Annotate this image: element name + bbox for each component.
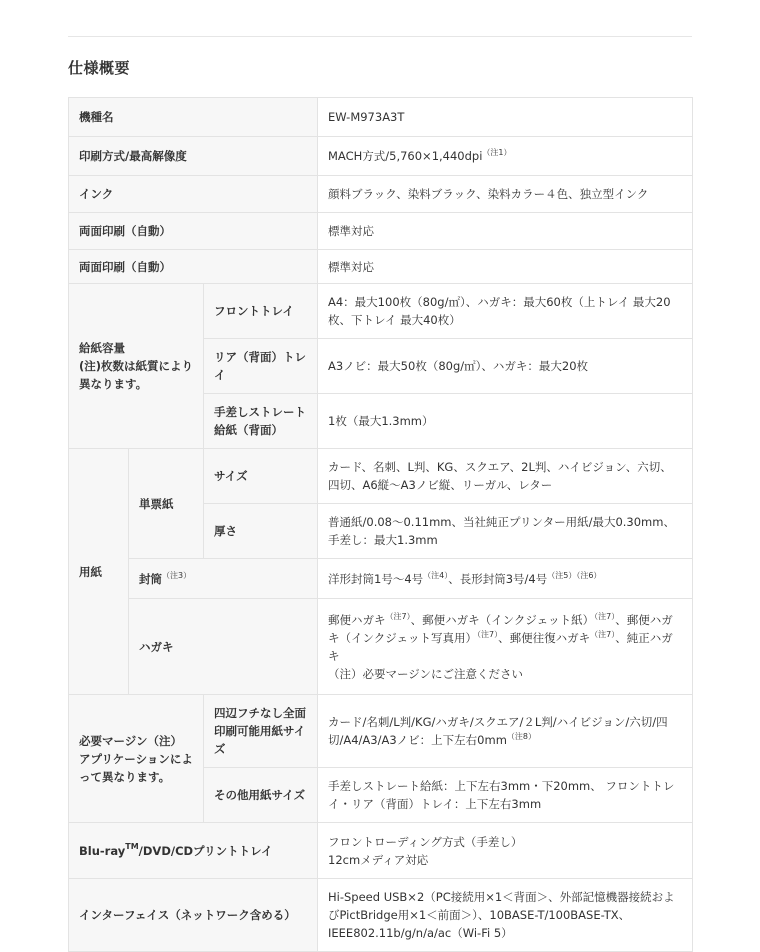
duplex-value-2: 標準対応 (318, 250, 693, 284)
postcard-p3: 、郵便ハガキ（インクジェット写真用） (328, 612, 673, 645)
interface-label: インターフェイス（ネットワーク含める） (69, 879, 318, 952)
spec-table (68, 97, 693, 952)
margin-label: 必要マージン（注）アプリケーションによって異なります。 (69, 695, 204, 823)
feed-manual-value: 1枚（最大1.3mm） (318, 394, 693, 449)
row-ink (69, 176, 693, 213)
row-margin-borderless (69, 695, 693, 768)
row-feed-front (69, 284, 693, 339)
envelope-v1: 洋形封筒1号～4号 (328, 571, 424, 586)
feed-manual-label: 手差しストレート給紙（背面） (204, 394, 318, 449)
print-note: （注1） (482, 148, 512, 157)
postcard-n1: （注7） (385, 611, 411, 621)
row-paper-size (69, 449, 693, 504)
borderless-label: 四辺フチなし全面印刷可能用紙サイズ (204, 695, 318, 768)
envelope-v2: 、長形封筒3号/4号 (448, 571, 548, 586)
interface-value: Hi-Speed USB×2（PC接続用×1＜背面＞、外部記憶機器接続およびPictBridge用×1＜前面＞）、10BASE-T/100BASE-TX、IEEE802.11b/g/n/a/ac（Wi-Fi 5） (318, 879, 693, 952)
print-value (318, 137, 693, 176)
paper-label: 用紙 (69, 449, 129, 695)
row-duplex-2 (69, 250, 693, 284)
duplex-value: 標準対応 (318, 213, 693, 250)
postcard-n2: （注7） (594, 611, 616, 621)
postcard-p2: 、郵便ハガキ（インクジェット紙） (410, 612, 595, 627)
paper-size-value: カード、名刺、L判、KG、スクエア、2L判、ハイビジョン、六切、四切、A6縦～A3ノビ縦、リーガル、レター (318, 449, 693, 504)
envelope-label-text: 封筒 (139, 571, 162, 586)
row-envelope (69, 559, 693, 599)
print-label: 印刷方式/最高解像度 (69, 137, 318, 176)
feed-front-value: A4：最大100枚（80g/㎡）、ハガキ：最大60枚（上トレイ 最大20枚、下トレイ 最大40枚） (318, 284, 693, 339)
disc-value (318, 823, 693, 879)
row-duplex (69, 213, 693, 250)
envelope-label (129, 559, 318, 599)
other-size-value: 手差しストレート給紙：上下左右3mm・下20mm、 フロントトレイ・リア（背面）トレイ：上下左右3mm (318, 768, 693, 823)
postcard-p4: 、郵便往復ハガキ (498, 630, 591, 645)
single-sheet-label: 単票紙 (129, 449, 204, 559)
other-size-label: その他用紙サイズ (204, 768, 318, 823)
feed-label-line1: 給紙容量 (79, 341, 125, 355)
paper-thickness-value: 普通紙/0.08～0.11mm、当社純正プリンター用紙/最大0.30mm、手差し：最大1.3mm (318, 504, 693, 559)
print-value-text: MACH方式/5,760×1,440dpi (328, 149, 483, 163)
borderless-value-text: カード/名刺/L判/KG/ハガキ/スクエア/２L判/ハイビジョン/六切/四切/A4/A3/A3ノビ：上下左右0mm (328, 715, 668, 747)
row-print (69, 137, 693, 176)
disc-label-tm: TM (125, 841, 139, 851)
page-title: 仕様概要 (68, 59, 131, 77)
postcard-p5: 、純正ハガキ (328, 630, 673, 663)
postcard-label: ハガキ (129, 599, 318, 695)
postcard-n4: （注7） (590, 629, 616, 639)
feed-rear-label: リア（背面）トレイ (204, 339, 318, 394)
row-interface (69, 879, 693, 952)
postcard-value (318, 599, 693, 695)
model-value: EW-M973A3T (318, 98, 693, 137)
borderless-value (318, 695, 693, 768)
duplex-label: 両面印刷（自動） (69, 213, 318, 250)
ink-value: 顔料ブラック、染料ブラック、染料カラー４色、独立型インク (318, 176, 693, 213)
ink-label: インク (69, 176, 318, 213)
feed-front-label: フロントトレイ (204, 284, 318, 339)
duplex-label-2: 両面印刷（自動） (69, 250, 318, 284)
paper-size-label: サイズ (204, 449, 318, 504)
envelope-label-note: （注3） (162, 570, 192, 580)
top-divider (68, 36, 692, 37)
envelope-n1: （注4） (423, 570, 449, 580)
model-label: 機種名 (69, 98, 318, 137)
row-disc (69, 823, 693, 879)
row-postcard (69, 599, 693, 695)
disc-value-line2: 12cmメディア対応 (328, 852, 429, 867)
disc-value-line1: フロントローディング方式（手差し） (328, 834, 523, 849)
disc-label (69, 823, 318, 879)
postcard-p1: 郵便ハガキ (328, 612, 386, 627)
envelope-n3: （注6） (576, 570, 602, 580)
envelope-value (318, 559, 693, 599)
postcard-p6: （注）必要マージンにご注意ください (328, 666, 523, 681)
borderless-note: （注8） (506, 732, 536, 741)
disc-label-a: Blu-ray (79, 843, 126, 858)
feed-label-line2: (注)枚数は紙質により異なります。 (79, 359, 194, 391)
paper-thickness-label: 厚さ (204, 504, 318, 559)
feed-rear-value: A3ノビ：最大50枚（80g/㎡）、ハガキ：最大20枚 (318, 339, 693, 394)
envelope-n2: （注5） (547, 570, 577, 580)
disc-label-b: /DVD/CDプリントトレイ (138, 843, 273, 858)
postcard-n3: （注7） (477, 629, 499, 639)
feed-label (69, 284, 204, 449)
row-model (69, 98, 693, 137)
